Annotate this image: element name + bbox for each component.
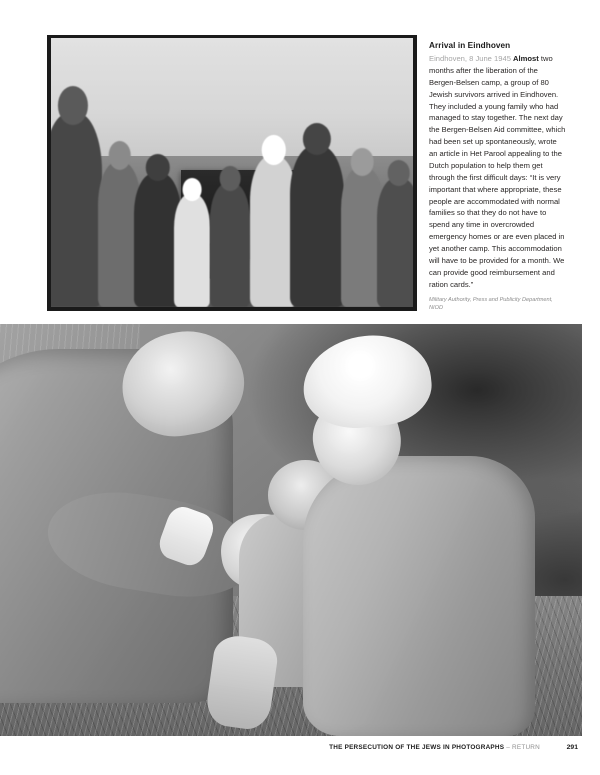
caption-title: Arrival in Eindhoven [429,41,511,50]
caption-place-date: Eindhoven, 8 June 1945 [429,54,511,64]
page-footer [0,744,600,758]
caption-credit: Military Authority, Press and Publicity Department, NIOD [429,296,553,311]
figure-silhouette [377,178,413,307]
arrival-in-eindhoven-photo [47,35,417,311]
footer-separator: – [504,744,513,751]
figure-silhouette [290,146,344,307]
woman-coat-shape [303,456,536,736]
caption-body-text: two months after the liberation of the Bergen-Belsen camp, a group of 80 Jewish survivors arrived in Eindhoven. They included a young family who had managed to stay together. The next day the Bergen-Belsen Aid committee, which had been set up spontaneously, wrote an article in Het Parool appealing to the Dutch population to help them get through the first difficult days: “It is very important that where appropriate, these people are accommodated with normal families so that they do not have to spend any time in overcrowded emergency homes or are even placed in yet another camp. This accommodation will have to be provided for a month. We can provide good reimbursement and ration cards.” [429,54,566,289]
figure-silhouette [51,113,102,307]
figure-silhouette [174,194,210,307]
page-number: 291 [566,744,578,751]
photo-image-area [51,38,413,307]
caption-lead-word: Almost [513,54,539,64]
footer-running-head [329,744,540,751]
figure-silhouette [210,183,250,307]
caption-body [429,53,567,291]
photo-caption-block [429,40,567,312]
mother-father-child-photo [0,324,582,736]
footer-section-name: RETURN [512,744,540,751]
footer-book-title: THE PERSECUTION OF THE JEWS IN PHOTOGRAPHS [329,744,505,751]
